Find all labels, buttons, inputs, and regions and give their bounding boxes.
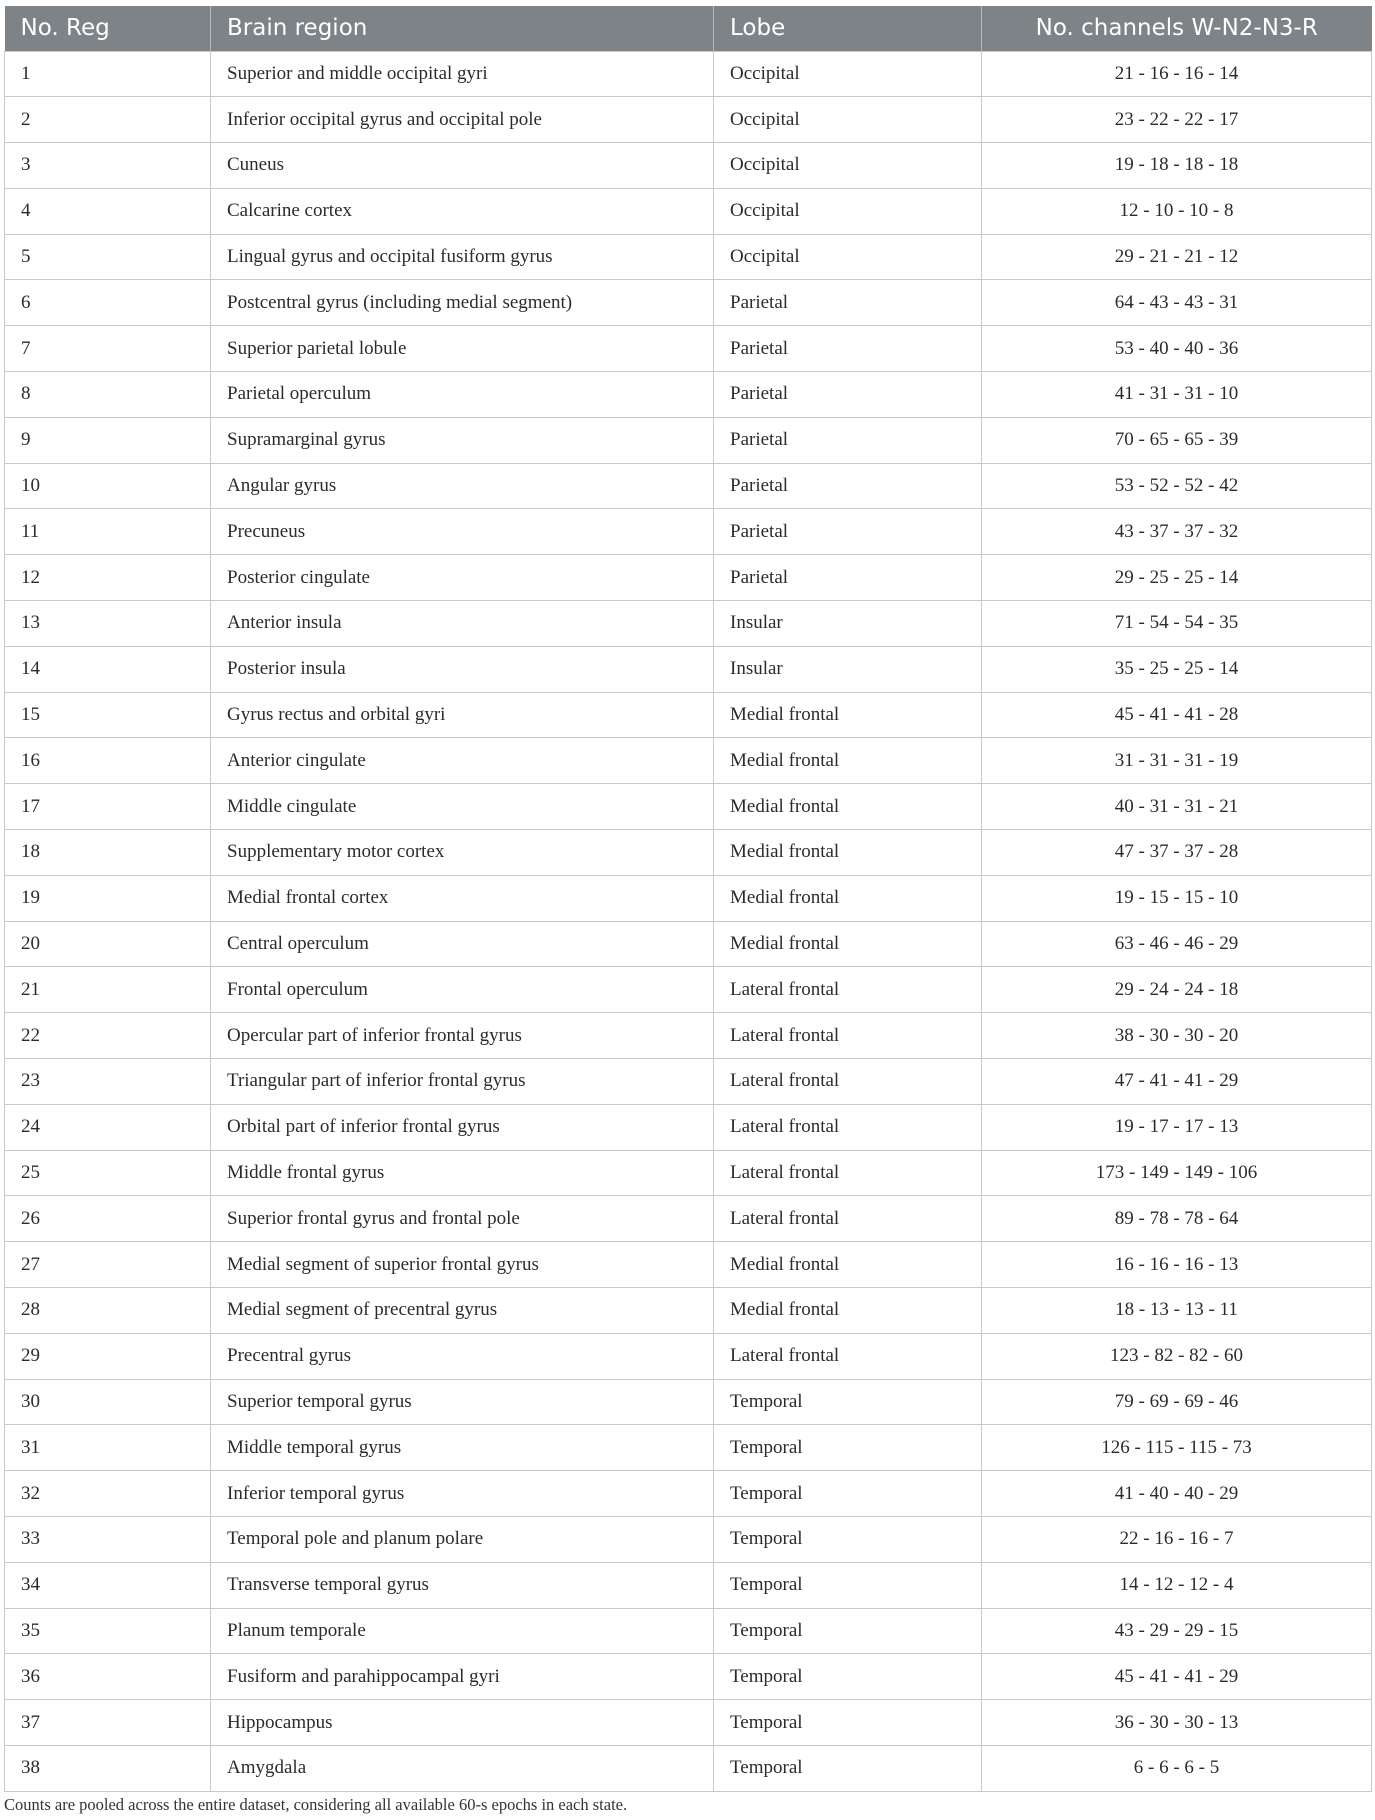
cell-no-reg: 21 (5, 967, 211, 1013)
header-lobe: Lobe (714, 6, 982, 51)
cell-brain-region: Triangular part of inferior frontal gyrus (211, 1059, 714, 1105)
cell-brain-region: Postcentral gyrus (including medial segment) (211, 280, 714, 326)
table-row (5, 1425, 1372, 1471)
cell-brain-region: Planum temporale (211, 1608, 714, 1654)
cell-lobe: Occipital (714, 143, 982, 189)
cell-no-channels: 23 - 22 - 22 - 17 (982, 97, 1372, 143)
cell-brain-region: Posterior insula (211, 646, 714, 692)
cell-lobe: Medial frontal (714, 738, 982, 784)
cell-no-reg: 29 (5, 1333, 211, 1379)
cell-lobe: Temporal (714, 1745, 982, 1791)
cell-no-channels: 79 - 69 - 69 - 46 (982, 1379, 1372, 1425)
cell-no-reg: 1 (5, 51, 211, 97)
cell-no-channels: 16 - 16 - 16 - 13 (982, 1242, 1372, 1288)
cell-no-reg: 24 (5, 1104, 211, 1150)
cell-brain-region: Inferior temporal gyrus (211, 1471, 714, 1517)
cell-no-reg: 10 (5, 463, 211, 509)
table-row (5, 509, 1372, 555)
cell-brain-region: Middle cingulate (211, 784, 714, 830)
cell-no-channels: 18 - 13 - 13 - 11 (982, 1288, 1372, 1334)
cell-no-channels: 41 - 31 - 31 - 10 (982, 372, 1372, 418)
header-no-channels: No. channels W-N2-N3-R (982, 6, 1372, 51)
cell-no-channels: 41 - 40 - 40 - 29 (982, 1471, 1372, 1517)
cell-brain-region: Anterior cingulate (211, 738, 714, 784)
cell-no-reg: 16 (5, 738, 211, 784)
cell-brain-region: Opercular part of inferior frontal gyrus (211, 1013, 714, 1059)
cell-brain-region: Hippocampus (211, 1700, 714, 1746)
cell-no-channels: 123 - 82 - 82 - 60 (982, 1333, 1372, 1379)
cell-brain-region: Calcarine cortex (211, 188, 714, 234)
cell-no-channels: 31 - 31 - 31 - 19 (982, 738, 1372, 784)
cell-lobe: Parietal (714, 417, 982, 463)
cell-lobe: Occipital (714, 97, 982, 143)
cell-lobe: Lateral frontal (714, 1059, 982, 1105)
cell-no-reg: 27 (5, 1242, 211, 1288)
table-row (5, 417, 1372, 463)
cell-lobe: Medial frontal (714, 1242, 982, 1288)
cell-lobe: Medial frontal (714, 830, 982, 876)
cell-brain-region: Supramarginal gyrus (211, 417, 714, 463)
cell-no-channels: 22 - 16 - 16 - 7 (982, 1517, 1372, 1563)
cell-no-channels: 40 - 31 - 31 - 21 (982, 784, 1372, 830)
table-row (5, 188, 1372, 234)
brain-region-channels-table (4, 6, 1372, 1792)
table-row (5, 1562, 1372, 1608)
cell-brain-region: Inferior occipital gyrus and occipital pole (211, 97, 714, 143)
table-row (5, 555, 1372, 601)
cell-lobe: Temporal (714, 1471, 982, 1517)
cell-brain-region: Superior and middle occipital gyri (211, 51, 714, 97)
cell-lobe: Temporal (714, 1562, 982, 1608)
cell-lobe: Parietal (714, 372, 982, 418)
table-row (5, 967, 1372, 1013)
cell-no-channels: 45 - 41 - 41 - 28 (982, 692, 1372, 738)
cell-no-channels: 173 - 149 - 149 - 106 (982, 1150, 1372, 1196)
cell-lobe: Lateral frontal (714, 1196, 982, 1242)
table-row (5, 1242, 1372, 1288)
cell-no-channels: 29 - 25 - 25 - 14 (982, 555, 1372, 601)
cell-lobe: Lateral frontal (714, 967, 982, 1013)
cell-no-reg: 23 (5, 1059, 211, 1105)
cell-brain-region: Lingual gyrus and occipital fusiform gyrus (211, 234, 714, 280)
cell-no-channels: 19 - 17 - 17 - 13 (982, 1104, 1372, 1150)
table-row (5, 51, 1372, 97)
cell-no-reg: 22 (5, 1013, 211, 1059)
cell-brain-region: Temporal pole and planum polare (211, 1517, 714, 1563)
table-row (5, 1379, 1372, 1425)
table-body (5, 51, 1372, 1791)
table-row (5, 1654, 1372, 1700)
cell-lobe: Temporal (714, 1608, 982, 1654)
cell-brain-region: Superior parietal lobule (211, 326, 714, 372)
cell-brain-region: Central operculum (211, 921, 714, 967)
cell-lobe: Temporal (714, 1517, 982, 1563)
cell-no-channels: 53 - 40 - 40 - 36 (982, 326, 1372, 372)
cell-no-channels: 53 - 52 - 52 - 42 (982, 463, 1372, 509)
cell-no-reg: 25 (5, 1150, 211, 1196)
cell-no-reg: 26 (5, 1196, 211, 1242)
cell-lobe: Parietal (714, 463, 982, 509)
cell-lobe: Medial frontal (714, 1288, 982, 1334)
cell-no-channels: 70 - 65 - 65 - 39 (982, 417, 1372, 463)
table-row (5, 326, 1372, 372)
table-row (5, 1517, 1372, 1563)
table-row (5, 784, 1372, 830)
cell-brain-region: Transverse temporal gyrus (211, 1562, 714, 1608)
cell-lobe: Insular (714, 601, 982, 647)
cell-no-channels: 36 - 30 - 30 - 13 (982, 1700, 1372, 1746)
cell-brain-region: Middle temporal gyrus (211, 1425, 714, 1471)
table-row (5, 372, 1372, 418)
cell-no-channels: 35 - 25 - 25 - 14 (982, 646, 1372, 692)
table-row (5, 692, 1372, 738)
cell-no-channels: 19 - 18 - 18 - 18 (982, 143, 1372, 189)
cell-brain-region: Gyrus rectus and orbital gyri (211, 692, 714, 738)
cell-no-reg: 33 (5, 1517, 211, 1563)
cell-no-channels: 43 - 29 - 29 - 15 (982, 1608, 1372, 1654)
cell-no-channels: 19 - 15 - 15 - 10 (982, 875, 1372, 921)
cell-brain-region: Supplementary motor cortex (211, 830, 714, 876)
cell-no-channels: 29 - 21 - 21 - 12 (982, 234, 1372, 280)
table-row (5, 234, 1372, 280)
table-row (5, 1104, 1372, 1150)
cell-lobe: Medial frontal (714, 875, 982, 921)
cell-brain-region: Fusiform and parahippocampal gyri (211, 1654, 714, 1700)
cell-no-reg: 14 (5, 646, 211, 692)
cell-lobe: Medial frontal (714, 784, 982, 830)
cell-no-reg: 30 (5, 1379, 211, 1425)
cell-lobe: Lateral frontal (714, 1333, 982, 1379)
table-row (5, 143, 1372, 189)
table-row (5, 1608, 1372, 1654)
cell-no-reg: 9 (5, 417, 211, 463)
cell-no-channels: 64 - 43 - 43 - 31 (982, 280, 1372, 326)
table-row (5, 463, 1372, 509)
table-row (5, 1333, 1372, 1379)
cell-brain-region: Precentral gyrus (211, 1333, 714, 1379)
cell-brain-region: Anterior insula (211, 601, 714, 647)
cell-brain-region: Frontal operculum (211, 967, 714, 1013)
cell-no-reg: 11 (5, 509, 211, 555)
cell-no-reg: 17 (5, 784, 211, 830)
table-header-row (5, 6, 1372, 51)
cell-no-reg: 3 (5, 143, 211, 189)
cell-no-reg: 35 (5, 1608, 211, 1654)
table-row (5, 646, 1372, 692)
table-row (5, 1196, 1372, 1242)
cell-brain-region: Posterior cingulate (211, 555, 714, 601)
cell-no-channels: 126 - 115 - 115 - 73 (982, 1425, 1372, 1471)
table-row (5, 875, 1372, 921)
cell-no-reg: 7 (5, 326, 211, 372)
cell-no-reg: 19 (5, 875, 211, 921)
cell-lobe: Insular (714, 646, 982, 692)
cell-no-channels: 89 - 78 - 78 - 64 (982, 1196, 1372, 1242)
cell-no-channels: 47 - 37 - 37 - 28 (982, 830, 1372, 876)
cell-no-channels: 63 - 46 - 46 - 29 (982, 921, 1372, 967)
cell-no-channels: 43 - 37 - 37 - 32 (982, 509, 1372, 555)
header-no-reg: No. Reg (5, 6, 211, 51)
cell-no-channels: 38 - 30 - 30 - 20 (982, 1013, 1372, 1059)
cell-lobe: Medial frontal (714, 692, 982, 738)
cell-lobe: Lateral frontal (714, 1150, 982, 1196)
cell-no-reg: 38 (5, 1745, 211, 1791)
cell-lobe: Occipital (714, 51, 982, 97)
cell-brain-region: Cuneus (211, 143, 714, 189)
cell-no-reg: 13 (5, 601, 211, 647)
cell-no-reg: 15 (5, 692, 211, 738)
table-row (5, 1013, 1372, 1059)
cell-brain-region: Orbital part of inferior frontal gyrus (211, 1104, 714, 1150)
cell-brain-region: Superior frontal gyrus and frontal pole (211, 1196, 714, 1242)
cell-no-reg: 4 (5, 188, 211, 234)
cell-no-reg: 34 (5, 1562, 211, 1608)
table-row (5, 738, 1372, 784)
cell-brain-region: Angular gyrus (211, 463, 714, 509)
table-row (5, 601, 1372, 647)
cell-lobe: Occipital (714, 188, 982, 234)
cell-lobe: Parietal (714, 555, 982, 601)
channels-table-container (4, 6, 1371, 1792)
cell-brain-region: Amygdala (211, 1745, 714, 1791)
cell-lobe: Temporal (714, 1700, 982, 1746)
cell-no-reg: 37 (5, 1700, 211, 1746)
table-footnote: Counts are pooled across the entire dataset, considering all available 60-s epochs in each state. (4, 1795, 628, 1814)
cell-brain-region: Medial frontal cortex (211, 875, 714, 921)
cell-lobe: Medial frontal (714, 921, 982, 967)
cell-lobe: Lateral frontal (714, 1013, 982, 1059)
cell-lobe: Temporal (714, 1425, 982, 1471)
table-row (5, 1288, 1372, 1334)
table-row (5, 1471, 1372, 1517)
table-row (5, 1700, 1372, 1746)
header-brain-region: Brain region (211, 6, 714, 51)
cell-lobe: Parietal (714, 509, 982, 555)
cell-brain-region: Medial segment of superior frontal gyrus (211, 1242, 714, 1288)
cell-no-reg: 20 (5, 921, 211, 967)
table-row (5, 1745, 1372, 1791)
cell-no-channels: 12 - 10 - 10 - 8 (982, 188, 1372, 234)
cell-brain-region: Parietal operculum (211, 372, 714, 418)
cell-no-reg: 31 (5, 1425, 211, 1471)
cell-no-reg: 6 (5, 280, 211, 326)
cell-lobe: Parietal (714, 280, 982, 326)
table-row (5, 1150, 1372, 1196)
cell-no-channels: 71 - 54 - 54 - 35 (982, 601, 1372, 647)
table-row (5, 921, 1372, 967)
cell-no-channels: 29 - 24 - 24 - 18 (982, 967, 1372, 1013)
cell-lobe: Parietal (714, 326, 982, 372)
table-row (5, 97, 1372, 143)
cell-no-channels: 21 - 16 - 16 - 14 (982, 51, 1372, 97)
cell-brain-region: Middle frontal gyrus (211, 1150, 714, 1196)
cell-no-channels: 45 - 41 - 41 - 29 (982, 1654, 1372, 1700)
cell-no-channels: 47 - 41 - 41 - 29 (982, 1059, 1372, 1105)
table-row (5, 830, 1372, 876)
cell-no-reg: 18 (5, 830, 211, 876)
cell-no-reg: 32 (5, 1471, 211, 1517)
table-row (5, 1059, 1372, 1105)
cell-no-channels: 6 - 6 - 6 - 5 (982, 1745, 1372, 1791)
cell-no-reg: 5 (5, 234, 211, 280)
cell-no-reg: 12 (5, 555, 211, 601)
table-row (5, 280, 1372, 326)
cell-no-reg: 28 (5, 1288, 211, 1334)
cell-no-reg: 8 (5, 372, 211, 418)
cell-brain-region: Superior temporal gyrus (211, 1379, 714, 1425)
cell-no-reg: 36 (5, 1654, 211, 1700)
cell-lobe: Lateral frontal (714, 1104, 982, 1150)
cell-lobe: Temporal (714, 1379, 982, 1425)
cell-no-channels: 14 - 12 - 12 - 4 (982, 1562, 1372, 1608)
cell-brain-region: Precuneus (211, 509, 714, 555)
cell-no-reg: 2 (5, 97, 211, 143)
cell-lobe: Occipital (714, 234, 982, 280)
cell-brain-region: Medial segment of precentral gyrus (211, 1288, 714, 1334)
cell-lobe: Temporal (714, 1654, 982, 1700)
